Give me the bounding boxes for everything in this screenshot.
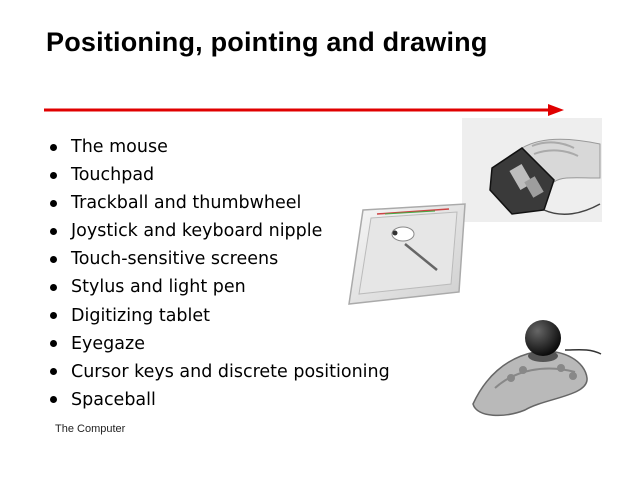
list-item [50,133,410,161]
list-item [50,330,410,358]
bullet-icon [50,200,57,207]
list-item [50,161,410,189]
list-item-text: Touchpad [71,165,155,186]
list-item-text: Spaceball [71,389,156,410]
bullet-icon [50,284,57,291]
list-item [50,358,410,386]
list-item-text: Digitizing tablet [71,305,211,326]
list-item-text: Cursor keys and discrete positioning [71,361,390,382]
list-item-text: Eyegaze [71,333,145,354]
bullet-icon [50,340,57,347]
bullet-icon [50,396,57,403]
bullet-icon [50,144,57,151]
bullet-icon [50,312,57,319]
spaceball-photo [465,318,605,422]
title-arrow-rule [44,103,564,117]
list-item-text: Touch-sensitive screens [71,249,279,270]
bullet-icon [50,228,57,235]
bullet-icon [50,256,57,263]
slide-footer: The Computer [55,423,126,435]
list-item-text: Stylus and light pen [71,277,246,298]
slide-title: Positioning, pointing and drawing [46,27,488,57]
list-item-text: The mouse [71,137,168,157]
bullet-icon [50,172,57,179]
list-item-text: Joystick and keyboard nipple [71,221,323,242]
bullet-icon [50,368,57,375]
hand-mouse-photo [462,118,602,222]
digitizing-tablet-photo [345,200,469,312]
list-item [50,386,410,414]
list-item-text: Trackball and thumbwheel [71,193,302,214]
